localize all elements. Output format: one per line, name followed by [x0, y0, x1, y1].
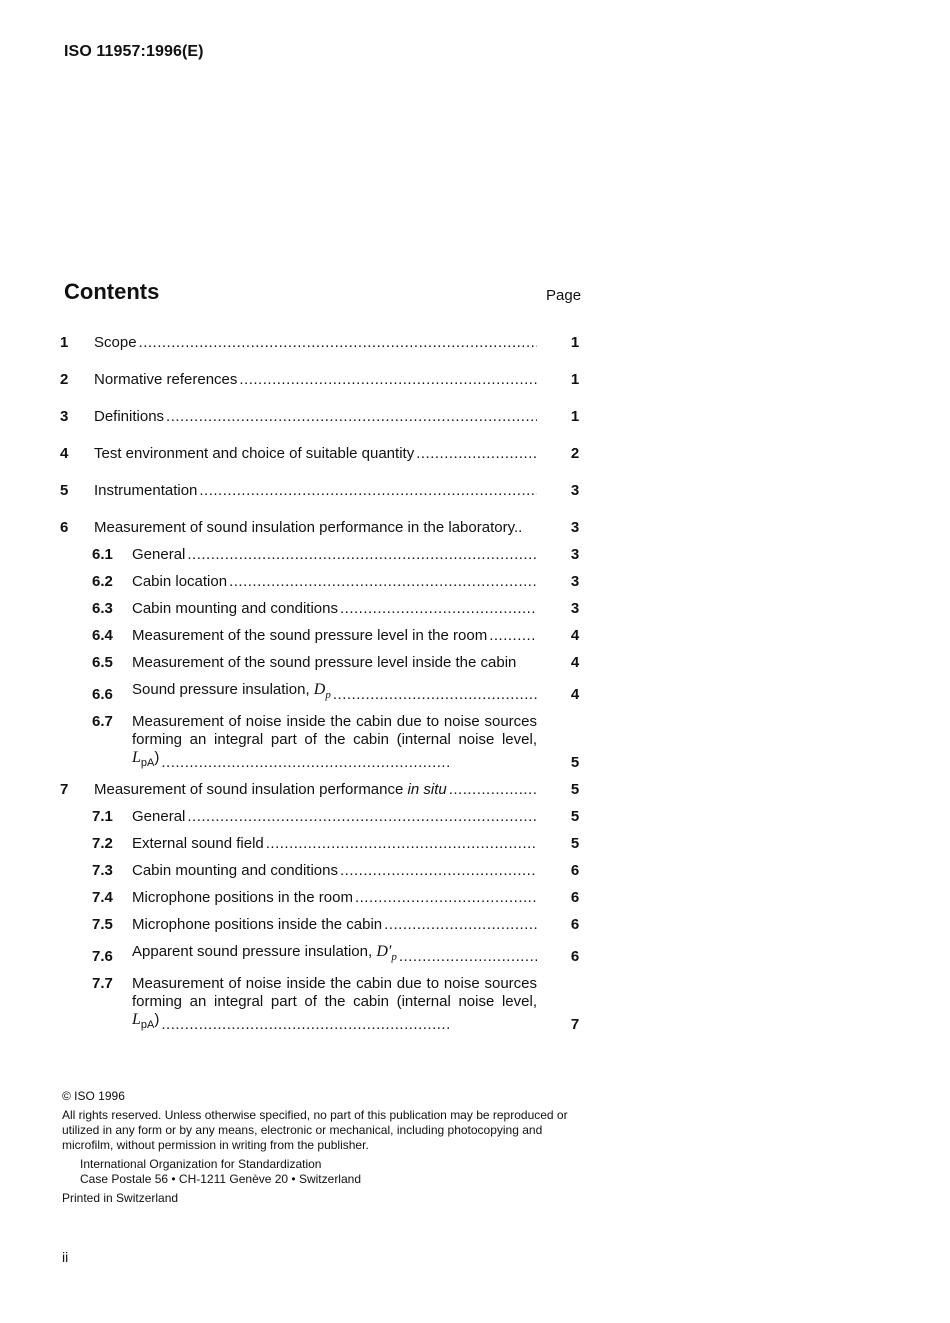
- toc-page: 3: [570, 573, 580, 590]
- toc-entry-4[interactable]: [60, 445, 590, 463]
- dot-leader: [187, 808, 537, 826]
- dot-leader: [416, 445, 537, 463]
- toc-number: 6.6: [92, 686, 113, 703]
- symbol-subscript: pA: [140, 757, 155, 769]
- toc-title: Microphone positions inside the cabin: [132, 916, 383, 933]
- toc-number: 3: [60, 408, 69, 425]
- dot-leader: [340, 862, 537, 880]
- toc-number: 6.5: [92, 654, 113, 671]
- toc-entry-3[interactable]: [60, 408, 590, 426]
- toc-entry-6-3[interactable]: [60, 600, 590, 618]
- dot-leader: [355, 889, 537, 907]
- dot-leader: [166, 408, 537, 426]
- toc-title: Measurement of sound insulation performance: [94, 781, 404, 798]
- toc-page: 3: [570, 546, 580, 563]
- toc-number: 6.7: [92, 713, 113, 730]
- toc-title: Measurement of noise inside the cabin due to noise sources forming an integral part of the cabin (internal noise level,: [132, 713, 537, 748]
- dot-leader: [161, 1016, 451, 1034]
- toc-page: 1: [570, 371, 580, 388]
- symbol-D-prime: D′: [376, 943, 392, 960]
- toc-page: 4: [570, 654, 580, 671]
- toc-page: 4: [570, 627, 580, 644]
- toc-entry-7[interactable]: [60, 781, 590, 799]
- toc-entry-2[interactable]: [60, 371, 590, 389]
- toc-title: Sound pressure insulation,: [132, 681, 310, 698]
- toc-entry-6-6[interactable]: [60, 681, 590, 704]
- toc-title: Instrumentation: [94, 482, 198, 499]
- toc-entry-7-2[interactable]: [60, 835, 590, 853]
- toc-title: Normative references: [94, 371, 238, 388]
- toc-number: 7.5: [92, 916, 113, 933]
- toc-title: General: [132, 546, 186, 563]
- toc-page: 1: [570, 334, 580, 351]
- toc-number: 7.2: [92, 835, 113, 852]
- toc-title: Measurement of the sound pressure level in the room: [132, 627, 488, 644]
- toc-number: 7.6: [92, 948, 113, 965]
- document-id-header: ISO 11957:1996(E): [64, 43, 204, 60]
- dot-leader: [266, 835, 537, 853]
- toc-page: 5: [570, 808, 580, 825]
- toc-entry-7-5[interactable]: [60, 916, 590, 934]
- toc-page: 5: [570, 754, 580, 771]
- toc-title: Cabin mounting and conditions: [132, 600, 338, 617]
- symbol-subscript: pA: [140, 1019, 155, 1031]
- copyright-line: © ISO 1996: [62, 1089, 125, 1103]
- toc-title: Measurement of the sound pressure level inside the cabin: [132, 654, 517, 671]
- toc-entry-7-7[interactable]: [60, 975, 590, 1034]
- dot-leader: [239, 371, 537, 389]
- dot-leader: [399, 948, 537, 966]
- dot-leader: [199, 482, 537, 500]
- toc-title: Microphone positions in the room: [132, 889, 353, 906]
- toc-title: General: [132, 808, 186, 825]
- toc-title: External sound field: [132, 835, 264, 852]
- page-column-label: Page: [546, 287, 582, 304]
- toc-number: 1: [60, 334, 69, 351]
- toc-title: Definitions: [94, 408, 165, 425]
- contents-heading: Contents: [64, 279, 160, 304]
- symbol-L: L: [132, 749, 141, 766]
- org-address: Case Postale 56 • CH-1211 Genève 20 • Switzerland: [80, 1172, 361, 1186]
- symbol-L: L: [132, 1011, 141, 1028]
- toc-title: Cabin location: [132, 573, 228, 590]
- toc-entry-5[interactable]: [60, 482, 590, 500]
- toc-page: 4: [570, 686, 580, 703]
- dot-leader: [449, 781, 537, 799]
- toc-title: Cabin mounting and conditions: [132, 862, 338, 879]
- toc-title: Scope: [94, 334, 137, 351]
- toc-title: Measurement of noise inside the cabin due to noise sources forming an integral part of the cabin (internal noise level,: [132, 975, 537, 1010]
- toc-page: 6: [570, 948, 580, 965]
- closing-paren: ): [154, 749, 160, 766]
- toc-title: Measurement of sound insulation performance in the laboratory..: [94, 519, 523, 536]
- toc-page: 7: [570, 1016, 580, 1033]
- toc-number: 4: [60, 445, 69, 462]
- toc-title: Test environment and choice of suitable quantity: [94, 445, 415, 462]
- toc-number: 7.1: [92, 808, 113, 825]
- toc-page: 5: [570, 781, 580, 798]
- dot-leader: [384, 916, 537, 934]
- toc-number: 6.2: [92, 573, 113, 590]
- toc-entry-7-4[interactable]: [60, 889, 590, 907]
- rights-statement: All rights reserved. Unless otherwise specified, no part of this publication may be reproduced or utilized in any form or by any means, electronic or mechanical, including photocopying and microfilm, without permission in writing from the publisher.: [62, 1108, 568, 1152]
- dot-leader: [340, 600, 537, 618]
- closing-paren: ): [154, 1011, 160, 1028]
- toc-number: 5: [60, 482, 69, 499]
- toc-number: 6.1: [92, 546, 113, 563]
- toc-entry-6[interactable]: [60, 519, 590, 537]
- toc-page: 3: [570, 482, 580, 499]
- toc-page: 6: [570, 862, 580, 879]
- toc-entry-7-1[interactable]: [60, 808, 590, 826]
- toc-page: 6: [570, 889, 580, 906]
- toc-page: 3: [570, 519, 580, 536]
- toc-page: 6: [570, 916, 580, 933]
- toc-number: 6.3: [92, 600, 113, 617]
- toc-number: 6.4: [92, 627, 113, 644]
- toc-entry-6-2[interactable]: [60, 573, 590, 591]
- toc-number: 2: [60, 371, 69, 388]
- dot-leader: [489, 627, 537, 645]
- dot-leader: [229, 573, 537, 591]
- toc-entry-1[interactable]: [60, 334, 590, 352]
- page-number: ii: [62, 1249, 69, 1265]
- toc-page: 2: [570, 445, 580, 462]
- printed-in: Printed in Switzerland: [62, 1191, 179, 1205]
- table-of-contents: [60, 334, 590, 1043]
- toc-title-italic: in situ: [407, 781, 447, 798]
- dot-leader: [333, 686, 537, 704]
- toc-number: 7: [60, 781, 69, 798]
- toc-entry-6-7[interactable]: [60, 713, 590, 772]
- toc-entry-6-1[interactable]: [60, 546, 590, 564]
- toc-number: 6: [60, 519, 69, 536]
- toc-number: 7.7: [92, 975, 113, 992]
- toc-entry-6-5[interactable]: [60, 654, 590, 672]
- dot-leader: [139, 334, 537, 352]
- copyright-block: [62, 1089, 582, 1206]
- toc-number: 7.4: [92, 889, 113, 906]
- toc-entry-7-3[interactable]: [60, 862, 590, 880]
- toc-number: 7.3: [92, 862, 113, 879]
- dot-leader: [161, 754, 451, 772]
- symbol-subscript: p: [391, 951, 397, 963]
- toc-page: 1: [570, 408, 580, 425]
- toc-title: Apparent sound pressure insulation,: [132, 943, 373, 960]
- toc-page: 5: [570, 835, 580, 852]
- symbol-D: D: [313, 681, 326, 698]
- toc-entry-6-4[interactable]: [60, 627, 590, 645]
- dot-leader: [187, 546, 537, 564]
- toc-page: 3: [570, 600, 580, 617]
- toc-entry-7-6[interactable]: [60, 943, 590, 966]
- org-name: International Organization for Standardization: [80, 1157, 322, 1171]
- symbol-subscript: p: [325, 689, 331, 701]
